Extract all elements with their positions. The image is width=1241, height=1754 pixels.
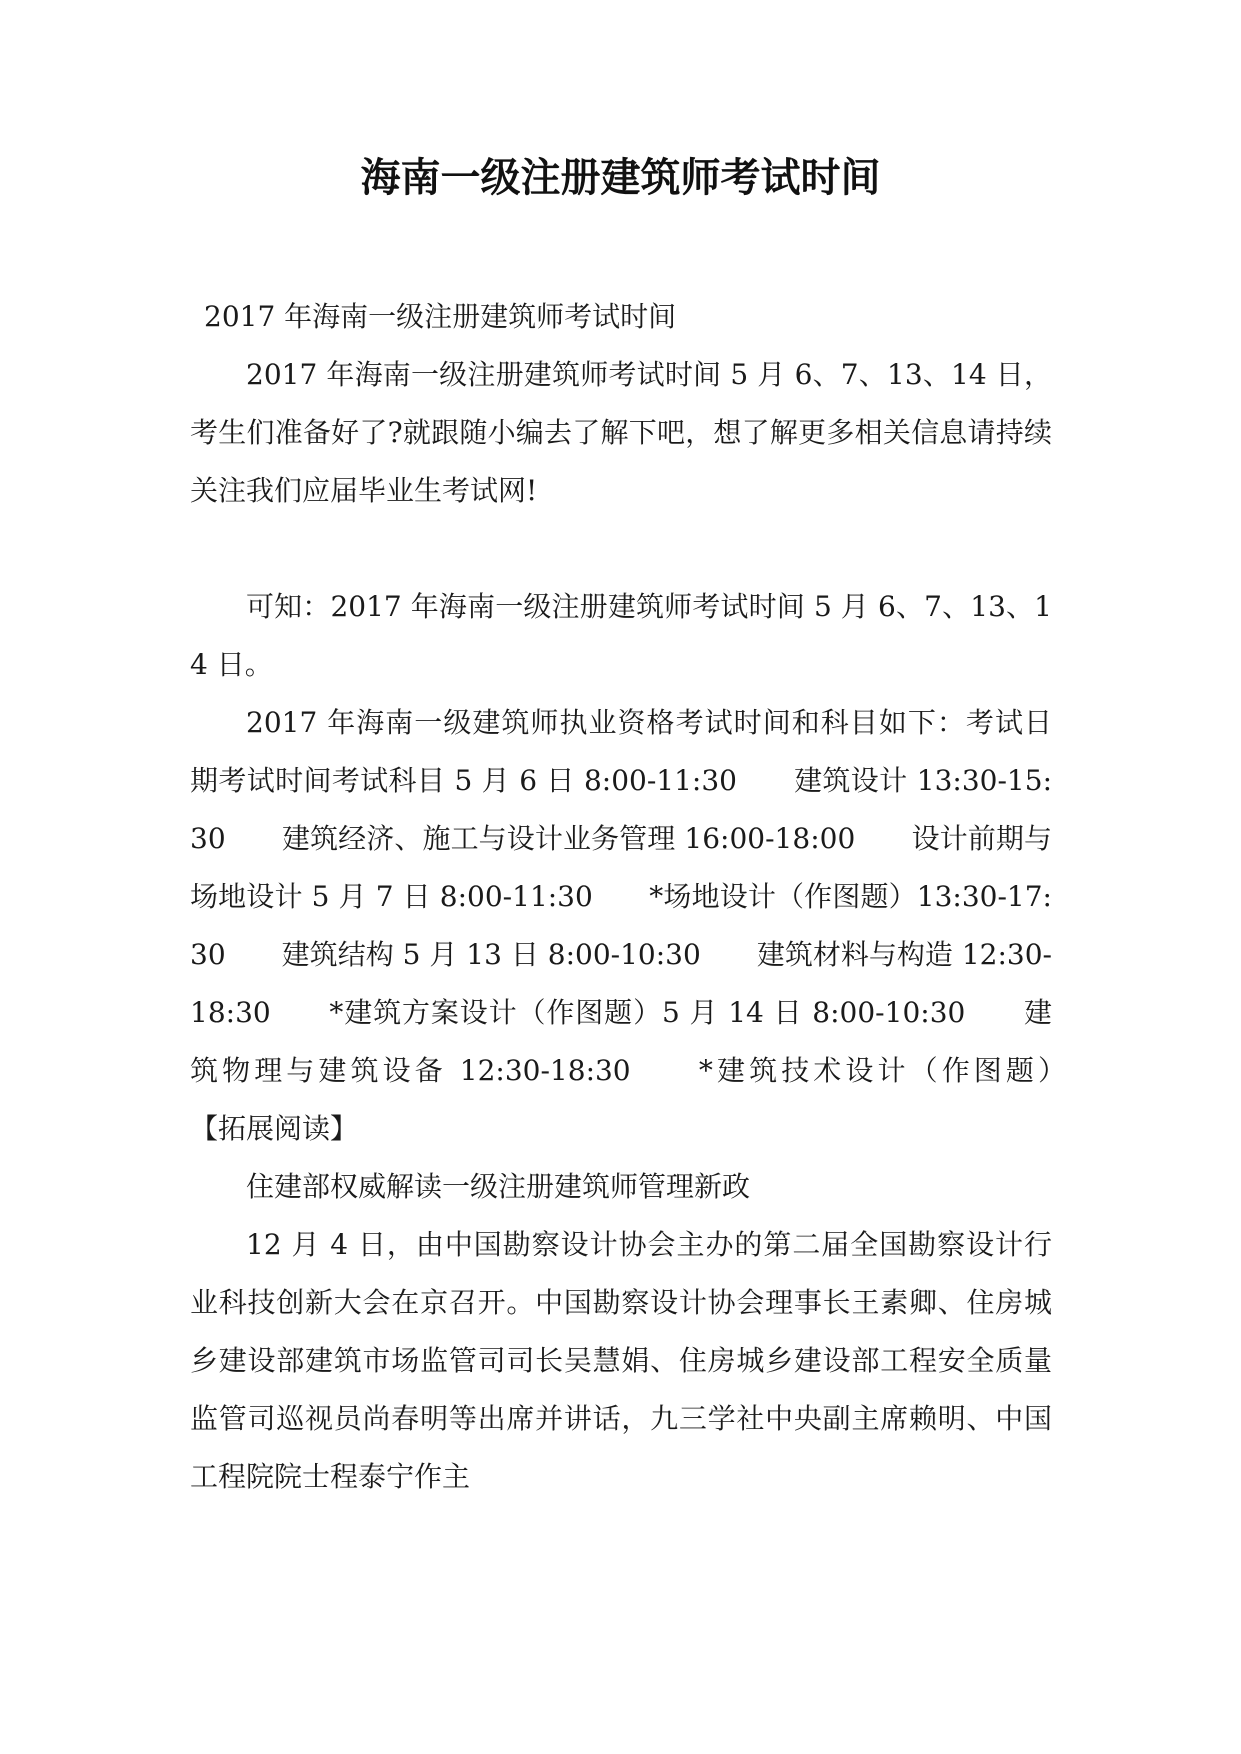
related-heading: 住建部权威解读一级注册建筑师管理新政 <box>246 1170 751 1203</box>
document-body <box>190 288 1109 1506</box>
schedule-paragraph: 2017 年海南一级建筑师执业资格考试时间和科目如下：考试日期考试时间考试科目 5 月 6 日 8:00-11:30 建筑设计 13:30-15:30 建筑经济、施工与设计业务管理 16:00-18:00 设计前期与场地设计 5 月 7 日 8:00-11:30 *场地设计（作图题）13:30-17:30 建筑结构 5 月 13 日 8:00-10:30 建筑材料与构造 12:30-18:30 *建筑方案设计（作图题）5 月 14 日 8:00-10:30 建筑物理与建筑设备 12:30-18:30 *建筑技术设计（作图题） 【拓展阅读】 <box>190 706 1109 1145</box>
intro-paragraph: 2017 年海南一级注册建筑师考试时间 5 月 6、7、13、14 日，考生们准备好了?就跟随小编去了解下吧，想了解更多相关信息请持续关注我们应届毕业生考试网! <box>190 358 1052 507</box>
document-title: 海南一级注册建筑师考试时间 <box>360 155 881 201</box>
summary-paragraph: 可知：2017 年海南一级注册建筑师考试时间 5 月 6、7、13、14 日。 <box>190 590 1052 681</box>
news-paragraph: 12 月 4 日，由中国勘察设计协会主办的第二届全国勘察设计行业科技创新大会在京召开。中国勘察设计协会理事长王素卿、住房城乡建设部建筑市场监管司司长吴慧娟、住房城乡建设部工程安全质量监管司巡视员尚春明等出席并讲话，九三学社中央副主席赖明、中国工程院院士程泰宁作主 <box>190 1228 1052 1493</box>
section-heading: 2017 年海南一级注册建筑师考试时间 <box>204 300 677 333</box>
